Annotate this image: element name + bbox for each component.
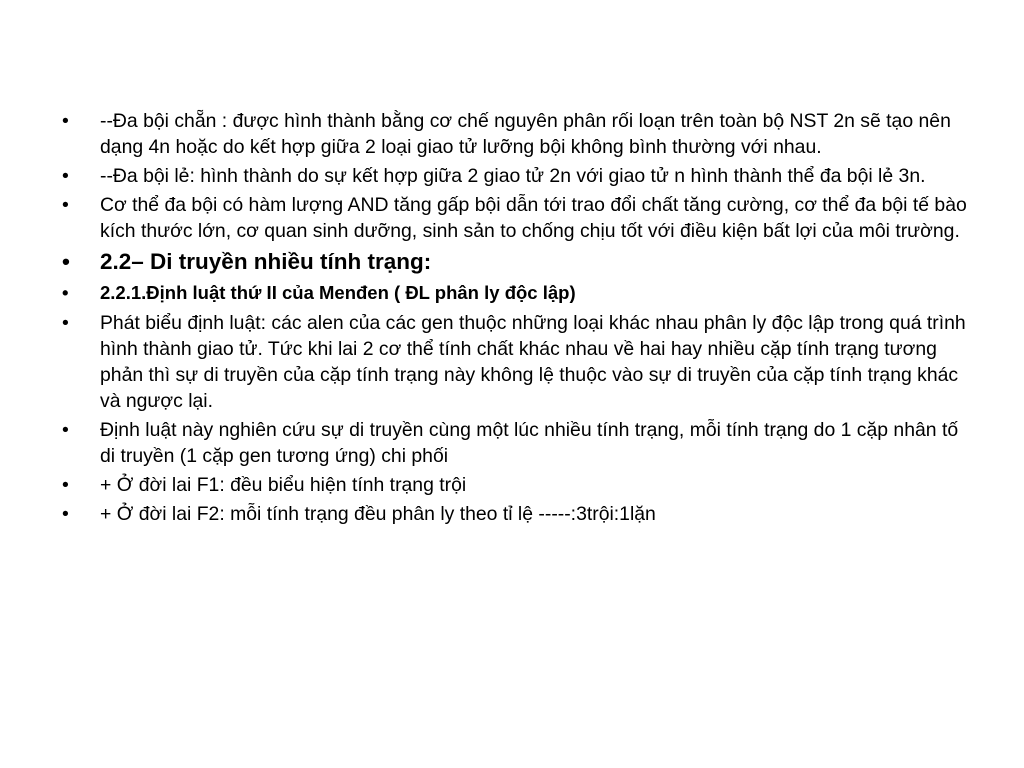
bullet-icon: • (62, 110, 69, 132)
section-heading (62, 247, 972, 277)
bullet-item (62, 310, 972, 414)
bullet-item (62, 417, 972, 469)
bullet-item (62, 192, 972, 244)
bullet-icon: • (62, 165, 69, 187)
bullet-text: Định luật này nghiên cứu sự di truyền cùng một lúc nhiều tính trạng, mỗi tính trạng do 1 cặp nhân tố di truyền (1 cặp gen tương ứng) chi phối (100, 419, 959, 467)
bullet-list (62, 108, 972, 530)
bullet-text: Phát biểu định luật: các alen của các gen thuộc những loại khác nhau phân ly độc lập trong quá trình hình thành giao tử. Tức khi lai 2 cơ thể tính chất khác nhau về hai hay nhiều cặp tính trạng tương phản thì sự di truyền của cặp tính trạng này không lệ thuộc vào sự di truyền của cặp tính trạng khác và ngược lại. (100, 312, 966, 412)
bullet-item (62, 163, 972, 189)
bullet-icon: • (62, 474, 69, 496)
bullet-icon: • (62, 503, 69, 525)
bullet-item (62, 108, 972, 160)
bullet-text: Cơ thể đa bội có hàm lượng AND tăng gấp bội dẫn tới trao đổi chất tăng cường, cơ thể đa bội tế bào kích thước lớn, cơ quan sinh dưỡng, sinh sản to chống chịu tốt với điều kiện bất lợi của môi trường. (100, 194, 967, 242)
bullet-icon: • (62, 194, 69, 216)
bullet-icon: • (62, 312, 69, 334)
bullet-icon: • (62, 419, 69, 441)
bullet-text: --Đa bội chẵn : được hình thành bằng cơ chế nguyên phân rối loạn trên toàn bộ NST 2n sẽ tạo nên dạng 4n hoặc do kết hợp giữa 2 loại giao tử lưỡng bội không bình thường với nhau. (100, 110, 951, 158)
bullet-text: 2.2.1.Định luật thứ II của Menđen ( ĐL phân ly độc lập) (100, 282, 576, 303)
bullet-text: --Đa bội lẻ: hình thành do sự kết hợp giữa 2 giao tử 2n với giao tử n hình thành thể đa bội lẻ 3n. (100, 165, 926, 187)
bullet-text: + Ở đời lai F2: mỗi tính trạng đều phân ly theo tỉ lệ -----:3trội:1lặn (100, 503, 656, 525)
bullet-text: 2.2– Di truyền nhiều tính trạng: (100, 249, 432, 274)
bullet-icon: • (62, 249, 70, 274)
subsection-heading (62, 280, 972, 306)
bullet-icon: • (62, 282, 69, 303)
bullet-item (62, 472, 972, 498)
bullet-item (62, 501, 972, 527)
bullet-text: + Ở đời lai F1: đều biểu hiện tính trạng trội (100, 474, 467, 496)
